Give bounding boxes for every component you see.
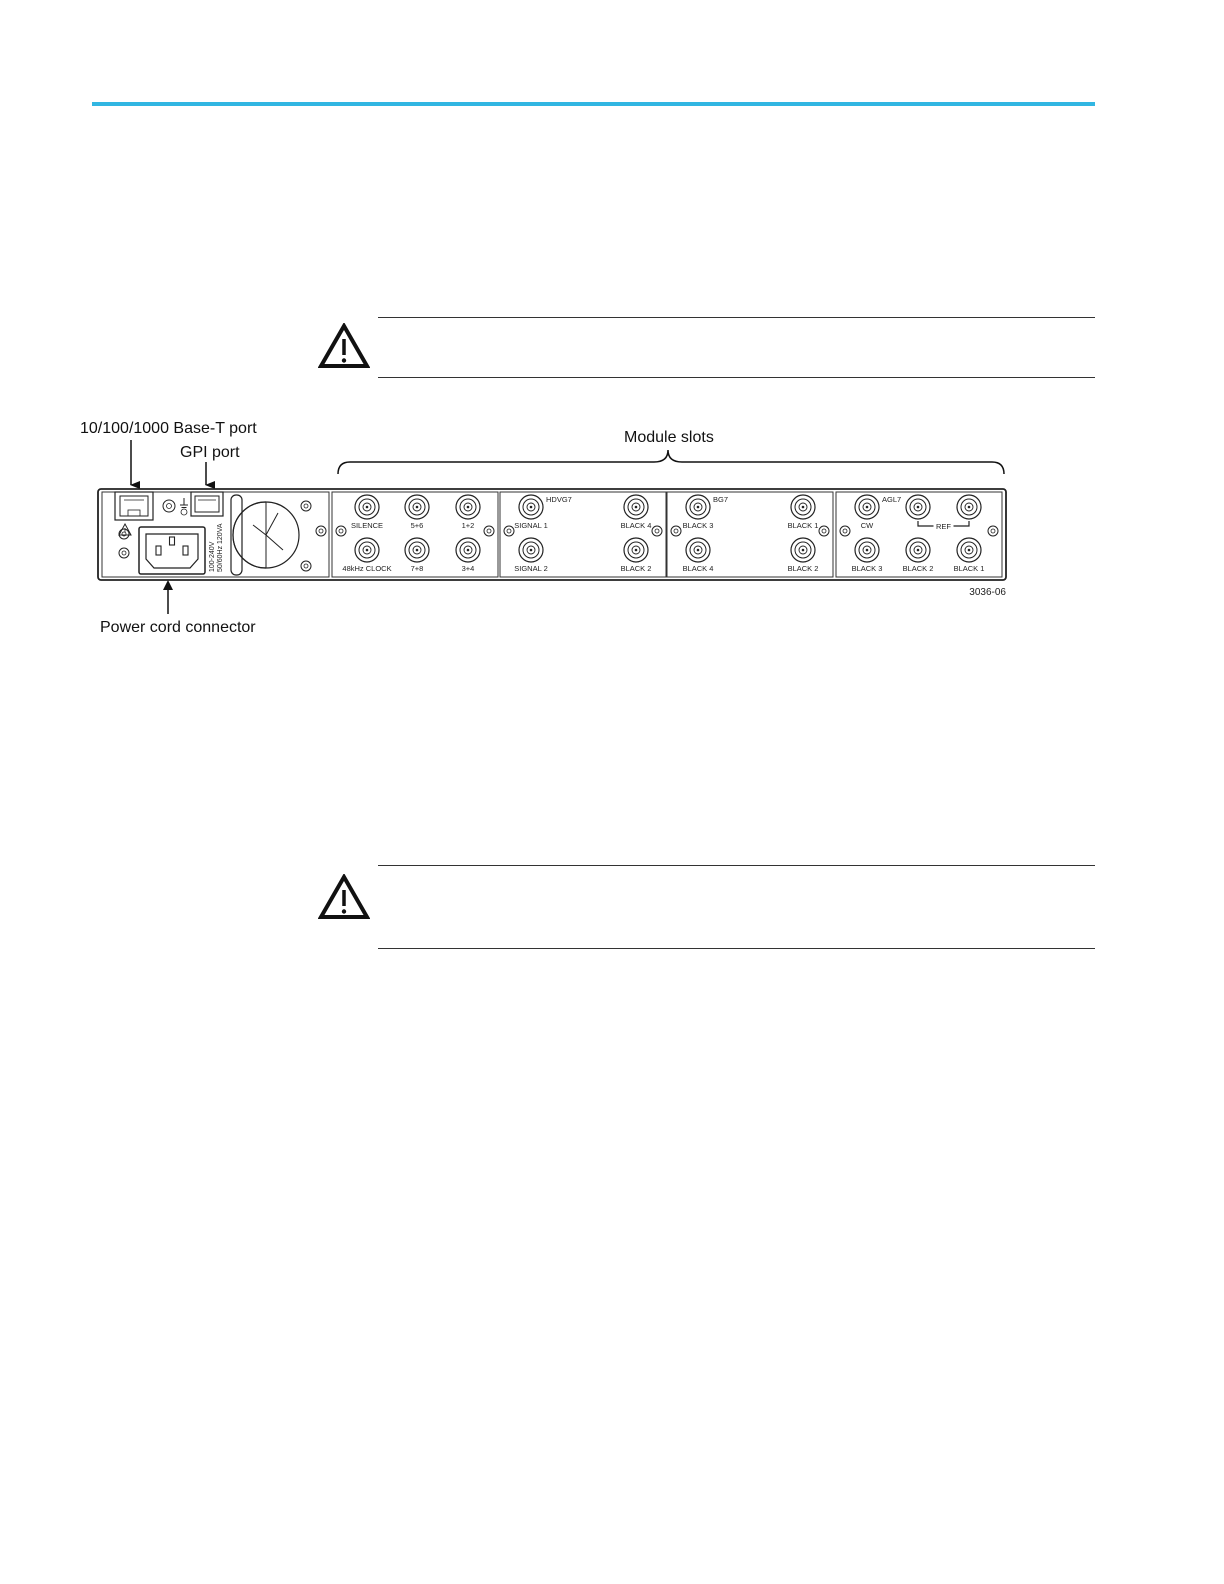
bnc-connector xyxy=(791,538,815,562)
mounting-screw xyxy=(988,526,998,536)
module-name: HDVG7 xyxy=(546,495,572,504)
module-panel xyxy=(836,492,1002,577)
ground-symbol-icon xyxy=(180,498,188,515)
gpi-port-callout: GPI port xyxy=(180,444,240,461)
bnc-connector xyxy=(686,495,710,519)
caution-icon xyxy=(318,323,370,369)
connector-label: BLACK 2 xyxy=(620,564,652,573)
module-slots-callout: Module slots xyxy=(624,429,714,446)
module-panel xyxy=(667,492,833,577)
connector-label: BLACK 3 xyxy=(682,521,714,530)
connector-label: SILENCE xyxy=(350,521,384,530)
mounting-screw xyxy=(671,526,681,536)
bnc-connector xyxy=(456,538,480,562)
caution-box xyxy=(378,317,1095,378)
module-slots xyxy=(332,492,1002,577)
connector-label: SIGNAL 2 xyxy=(514,564,548,573)
module-name: BG7 xyxy=(713,495,729,504)
connector-label: BLACK 2 xyxy=(902,564,934,573)
power-cord-connector xyxy=(139,527,205,574)
connector-label: REF xyxy=(936,522,951,531)
gpi-port xyxy=(191,492,223,516)
connector-label: 48kHz CLOCK xyxy=(342,564,392,573)
connector-label: BLACK 4 xyxy=(682,564,714,573)
ethernet-port xyxy=(115,492,153,520)
caution-box xyxy=(378,865,1095,949)
bnc-connector xyxy=(791,495,815,519)
connector-label: SIGNAL 1 xyxy=(514,521,548,530)
base-t-port-callout: 10/100/1000 Base-T port xyxy=(80,420,257,437)
module-name: AGL7 xyxy=(882,495,902,504)
connector-label: 5+6 xyxy=(410,521,424,530)
mounting-screw xyxy=(819,526,829,536)
connector-label: 1+2 xyxy=(461,521,475,530)
mounting-screw xyxy=(119,529,129,539)
bnc-connector xyxy=(405,495,429,519)
connector-label: BLACK 2 xyxy=(787,564,819,573)
bnc-connector xyxy=(686,538,710,562)
bnc-connector xyxy=(519,495,543,519)
bnc-connector xyxy=(624,495,648,519)
module-slots-brace xyxy=(338,450,1004,474)
mounting-screw xyxy=(840,526,850,536)
connector-label: BLACK 4 xyxy=(620,521,652,530)
bnc-connector xyxy=(957,538,981,562)
mounting-screw xyxy=(301,501,311,511)
bnc-connector xyxy=(957,495,981,519)
bnc-connector xyxy=(855,538,879,562)
header-rule xyxy=(92,102,1095,106)
bnc-connector xyxy=(405,538,429,562)
connector-label: BLACK 1 xyxy=(787,521,819,530)
bnc-connector xyxy=(906,538,930,562)
connector-label: 7+8 xyxy=(410,564,424,573)
figure-number: 3036-06 xyxy=(969,587,1006,598)
power-rating-text: 100-240V xyxy=(209,541,216,572)
fan-grille xyxy=(231,495,299,575)
bnc-connector xyxy=(624,538,648,562)
bnc-connector xyxy=(355,538,379,562)
bnc-connector xyxy=(456,495,480,519)
connector-label: 3+4 xyxy=(461,564,475,573)
caution-icon xyxy=(318,874,370,920)
connector-label: CW xyxy=(860,521,874,530)
power-rating-text: 50/60Hz 120VA xyxy=(217,523,224,572)
power-cord-arrowhead xyxy=(163,580,173,590)
ground-screw xyxy=(163,500,175,512)
connector-label: BLACK 3 xyxy=(851,564,883,573)
bnc-connector xyxy=(355,495,379,519)
power-cord-callout: Power cord connector xyxy=(100,619,256,636)
connector-label: BLACK 1 xyxy=(953,564,985,573)
bnc-connector xyxy=(906,495,930,519)
mounting-screw xyxy=(316,526,326,536)
mounting-screw xyxy=(504,526,514,536)
bnc-connector xyxy=(519,538,543,562)
rear-panel-figure xyxy=(0,400,1224,660)
module-panel xyxy=(500,492,666,577)
module-panel xyxy=(332,492,498,577)
mounting-screw xyxy=(301,561,311,571)
mounting-screw xyxy=(652,526,662,536)
mounting-screw xyxy=(336,526,346,536)
bnc-connector xyxy=(855,495,879,519)
mounting-screw xyxy=(484,526,494,536)
mounting-screw xyxy=(119,548,129,558)
